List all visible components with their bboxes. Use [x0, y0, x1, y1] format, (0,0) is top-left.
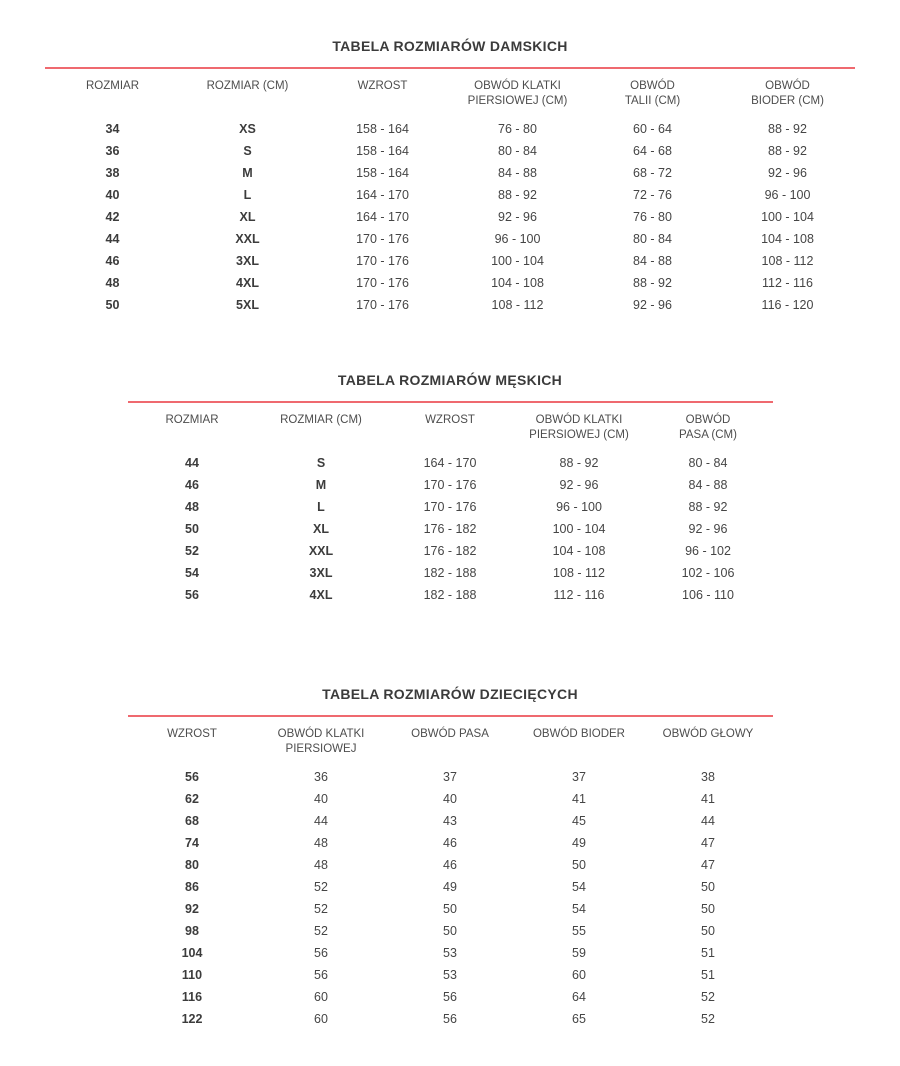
cell: 64 - 68	[633, 143, 672, 158]
cell: 164 - 170	[356, 209, 409, 224]
children-table-title: TABELA ROZMIARÓW DZIECIĘCYCH	[322, 686, 578, 702]
cell: 122	[181, 1011, 203, 1026]
women-table-divider-rule	[45, 67, 855, 69]
cell: 41	[701, 791, 715, 806]
cell: 50	[105, 297, 120, 312]
cell: 41	[572, 791, 586, 806]
cell: 46	[443, 835, 457, 850]
cell: 45	[572, 813, 586, 828]
cell: 54	[572, 901, 586, 916]
cell: XXL	[308, 543, 334, 558]
cell: L	[243, 187, 252, 202]
cell: 50	[443, 901, 457, 916]
cell: 106 - 110	[682, 587, 734, 602]
cell: 158 - 164	[356, 121, 409, 136]
cell: 50	[701, 879, 715, 894]
children-table-grid	[128, 724, 773, 1030]
cell: 96 - 100	[556, 499, 602, 514]
cell: 56	[185, 769, 199, 784]
men-table-divider-rule	[128, 401, 773, 403]
cell: 4XL	[236, 275, 259, 290]
cell: 104 - 108	[761, 231, 814, 246]
column-header: OBWÓD GŁOWY	[662, 728, 754, 740]
cell: 53	[443, 967, 457, 982]
cell: 50	[701, 923, 715, 938]
cell: 68	[185, 813, 199, 828]
column-header: OBWÓD KLATKI PIERSIOWEJ (CM)	[529, 414, 629, 441]
cell: 49	[572, 835, 586, 850]
column-header: WZROST	[167, 728, 217, 740]
cell: 76 - 80	[633, 209, 672, 224]
cell: 3XL	[236, 253, 259, 268]
cell: 92 - 96	[559, 477, 599, 492]
cell: 92	[185, 901, 199, 916]
cell: 176 - 182	[423, 543, 477, 558]
women-table-grid	[45, 76, 855, 316]
cell: 34	[105, 121, 120, 136]
cell: 46	[185, 477, 199, 492]
cell: 47	[701, 857, 715, 872]
cell: XL	[239, 209, 256, 224]
cell: 50	[701, 901, 715, 916]
cell: 68 - 72	[633, 165, 672, 180]
cell: 158 - 164	[356, 165, 409, 180]
cell: 74	[185, 835, 199, 850]
cell: 48	[185, 499, 199, 514]
cell: 46	[105, 253, 120, 268]
cell: L	[317, 499, 325, 514]
cell: 50	[572, 857, 586, 872]
cell: 108 - 112	[553, 565, 605, 580]
cell: 158 - 164	[356, 143, 409, 158]
cell: 51	[701, 945, 715, 960]
size-chart-document	[0, 38, 900, 1030]
cell: 52	[314, 923, 328, 938]
cell: 54	[572, 879, 586, 894]
cell: 64	[572, 989, 586, 1004]
cell: 92 - 96	[768, 165, 807, 180]
cell: 52	[314, 901, 328, 916]
cell: 62	[185, 791, 199, 806]
cell: S	[243, 143, 252, 158]
cell: 92 - 96	[498, 209, 537, 224]
cell: 40	[443, 791, 457, 806]
cell: 56	[443, 1011, 457, 1026]
column-header: ROZMIAR (CM)	[206, 80, 289, 92]
cell: 104 - 108	[491, 275, 544, 290]
cell: 3XL	[309, 565, 333, 580]
cell: 50	[185, 521, 199, 536]
cell: 112 - 116	[762, 275, 813, 290]
cell: 37	[572, 769, 586, 784]
column-header: WZROST	[425, 414, 475, 426]
column-header: OBWÓD KLATKI PIERSIOWEJ (CM)	[467, 80, 568, 107]
cell: 96 - 100	[764, 187, 811, 202]
cell: 56	[314, 967, 328, 982]
cell: 96 - 100	[494, 231, 541, 246]
cell: 51	[701, 967, 715, 982]
cell: 59	[572, 945, 586, 960]
cell: 170 - 176	[356, 275, 409, 290]
cell: 84 - 88	[688, 477, 728, 492]
cell: 182 - 188	[423, 565, 477, 580]
cell: 54	[185, 565, 199, 580]
cell: 48	[105, 275, 120, 290]
cell: 92 - 96	[688, 521, 728, 536]
cell: 76 - 80	[498, 121, 537, 136]
men-table-grid	[128, 410, 773, 606]
cell: 65	[572, 1011, 586, 1026]
column-header: ROZMIAR (CM)	[280, 414, 362, 426]
cell: 49	[443, 879, 457, 894]
cell: 164 - 170	[423, 455, 477, 470]
cell: 112 - 116	[553, 587, 605, 602]
cell: 44	[105, 231, 120, 246]
cell: 44	[314, 813, 328, 828]
cell: 60	[572, 967, 586, 982]
column-header: WZROST	[357, 80, 408, 92]
cell: 100 - 104	[761, 209, 814, 224]
cell: 182 - 188	[423, 587, 477, 602]
children-size-table	[128, 686, 773, 1030]
cell: 88 - 92	[768, 121, 807, 136]
cell: 52	[701, 989, 715, 1004]
cell: 88 - 92	[633, 275, 672, 290]
column-header: ROZMIAR	[85, 80, 140, 92]
cell: 55	[572, 923, 586, 938]
cell: 36	[314, 769, 328, 784]
cell: 88 - 92	[559, 455, 599, 470]
cell: 170 - 176	[423, 499, 477, 514]
women-table-title: TABELA ROZMIARÓW DAMSKICH	[332, 38, 568, 54]
cell: 72 - 76	[633, 187, 672, 202]
cell: 36	[105, 143, 120, 158]
cell: 98	[185, 923, 199, 938]
cell: 84 - 88	[633, 253, 672, 268]
cell: 50	[443, 923, 457, 938]
column-header: OBWÓD PASA	[411, 728, 489, 740]
cell: 56	[185, 587, 199, 602]
cell: XXL	[235, 231, 260, 246]
cell: 53	[443, 945, 457, 960]
column-header: OBWÓD PASA (CM)	[679, 414, 737, 441]
cell: 46	[443, 857, 457, 872]
cell: 52	[185, 543, 199, 558]
cell: XL	[313, 521, 329, 536]
cell: 170 - 176	[356, 297, 409, 312]
cell: 80 - 84	[633, 231, 672, 246]
cell: 100 - 104	[552, 521, 606, 536]
cell: XS	[239, 121, 256, 136]
cell: 48	[314, 835, 328, 850]
cell: 170 - 176	[356, 253, 409, 268]
cell: 40	[105, 187, 120, 202]
children-table-divider-rule	[128, 715, 773, 717]
cell: 92 - 96	[633, 297, 672, 312]
cell: 47	[701, 835, 715, 850]
cell: 40	[314, 791, 328, 806]
cell: 44	[701, 813, 715, 828]
cell: 80 - 84	[688, 455, 728, 470]
cell: 170 - 176	[423, 477, 477, 492]
column-header: OBWÓD BIODER	[532, 728, 625, 740]
cell: 170 - 176	[356, 231, 409, 246]
cell: S	[316, 455, 326, 470]
cell: 108 - 112	[761, 253, 814, 268]
men-table-title: TABELA ROZMIARÓW MĘSKICH	[337, 372, 563, 388]
cell: 43	[443, 813, 457, 828]
cell: 38	[105, 165, 120, 180]
cell: 60	[314, 1011, 328, 1026]
cell: 48	[314, 857, 328, 872]
cell: 42	[105, 209, 120, 224]
cell: 4XL	[309, 587, 333, 602]
cell: 37	[443, 769, 457, 784]
cell: 116 - 120	[761, 297, 814, 312]
cell: 100 - 104	[491, 253, 544, 268]
cell: 88 - 92	[768, 143, 807, 158]
cell: 56	[443, 989, 457, 1004]
cell: M	[242, 165, 253, 180]
cell: 88 - 92	[688, 499, 728, 514]
cell: 60	[314, 989, 328, 1004]
cell: 110	[181, 967, 203, 982]
cell: 176 - 182	[423, 521, 477, 536]
cell: 84 - 88	[498, 165, 537, 180]
column-header: ROZMIAR	[165, 414, 219, 426]
cell: 56	[314, 945, 328, 960]
cell: 44	[185, 455, 199, 470]
cell: 52	[701, 1011, 715, 1026]
cell: 116	[181, 989, 203, 1004]
cell: 52	[314, 879, 328, 894]
cell: 104 - 108	[552, 543, 606, 558]
cell: 96 - 102	[685, 543, 731, 558]
cell: 108 - 112	[491, 297, 544, 312]
cell: 102 - 106	[681, 565, 735, 580]
cell: 38	[701, 769, 715, 784]
cell: 86	[185, 879, 199, 894]
cell: 88 - 92	[498, 187, 537, 202]
cell: 60 - 64	[633, 121, 672, 136]
men-size-table	[128, 372, 773, 606]
women-size-table	[45, 38, 855, 316]
cell: 80 - 84	[498, 143, 537, 158]
cell: 80	[185, 857, 199, 872]
cell: 104	[181, 945, 203, 960]
cell: 164 - 170	[356, 187, 409, 202]
column-header: OBWÓD TALII (CM)	[624, 80, 681, 107]
column-header: OBWÓD KLATKI PIERSIOWEJ	[277, 728, 365, 755]
column-header: OBWÓD BIODER (CM)	[751, 80, 824, 107]
cell: M	[315, 477, 327, 492]
cell: 5XL	[236, 297, 259, 312]
